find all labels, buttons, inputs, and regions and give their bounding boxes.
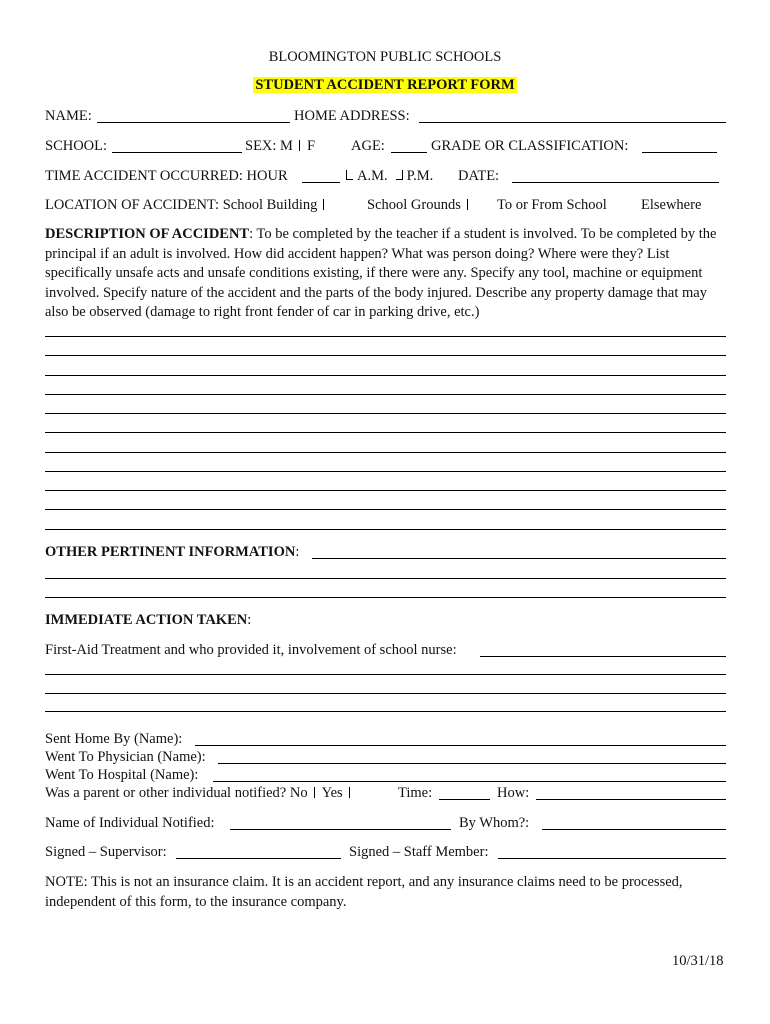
pm-checkbox[interactable] bbox=[396, 170, 403, 180]
name-label: NAME: bbox=[45, 108, 92, 124]
school-grounds-label: School Grounds bbox=[367, 197, 461, 213]
supervisor-signature-label: Signed – Supervisor: bbox=[45, 844, 167, 860]
grade-field[interactable] bbox=[642, 152, 717, 153]
other-info-label bbox=[45, 543, 299, 561]
by-whom-label: By Whom?: bbox=[459, 815, 530, 831]
description-heading: DESCRIPTION OF ACCIDENT bbox=[45, 226, 250, 242]
school-grounds-checkbox[interactable] bbox=[467, 199, 469, 210]
form-title bbox=[0, 76, 770, 94]
parent-yes-checkbox[interactable] bbox=[349, 787, 351, 798]
parent-yes-label: Yes bbox=[321, 785, 343, 801]
age-field[interactable] bbox=[391, 152, 427, 153]
first-aid-line[interactable] bbox=[45, 693, 726, 694]
physician-field[interactable] bbox=[218, 763, 726, 764]
parent-notified-label: Was a parent or other individual notified? No bbox=[45, 785, 308, 801]
home-address-field[interactable] bbox=[419, 122, 726, 123]
other-info-line[interactable] bbox=[312, 558, 726, 559]
first-aid-label: First-Aid Treatment and who provided it, involvement of school nurse: bbox=[45, 642, 457, 658]
sex-m-checkbox[interactable] bbox=[299, 140, 301, 151]
name-field[interactable] bbox=[97, 122, 290, 123]
location-label: LOCATION OF ACCIDENT: bbox=[45, 197, 220, 213]
am-label: A.M. bbox=[357, 168, 388, 184]
sex-f-label: F bbox=[306, 138, 316, 154]
parent-notified-group bbox=[45, 784, 357, 802]
parent-no-checkbox[interactable] bbox=[314, 787, 316, 798]
description-line[interactable] bbox=[45, 490, 726, 491]
location-group bbox=[45, 196, 331, 214]
by-whom-field[interactable] bbox=[542, 829, 726, 830]
school-building-label: School Building bbox=[222, 197, 318, 213]
description-line[interactable] bbox=[45, 375, 726, 376]
immediate-action-label bbox=[45, 611, 251, 629]
immediate-action-colon: : bbox=[247, 612, 252, 628]
revision-date: 10/31/18 bbox=[672, 953, 724, 969]
am-checkbox[interactable] bbox=[346, 170, 353, 180]
sex-label: SEX: M bbox=[245, 138, 293, 154]
hour-field[interactable] bbox=[302, 182, 340, 183]
description-line[interactable] bbox=[45, 413, 726, 414]
description-line[interactable] bbox=[45, 336, 726, 337]
other-info-colon: : bbox=[295, 544, 300, 560]
description-line[interactable] bbox=[45, 394, 726, 395]
school-field[interactable] bbox=[112, 152, 242, 153]
elsewhere-label: Elsewhere bbox=[641, 197, 702, 213]
age-label: AGE: bbox=[351, 138, 385, 154]
ampm-group bbox=[342, 167, 433, 185]
staff-signature-label: Signed – Staff Member: bbox=[349, 844, 489, 860]
insurance-note: NOTE: This is not an insurance claim. It is an accident report, and any insurance claims need to be processed, independent of this form, to the insurance company. bbox=[45, 874, 683, 910]
description-line[interactable] bbox=[45, 529, 726, 530]
date-field[interactable] bbox=[512, 182, 719, 183]
hospital-field[interactable] bbox=[213, 781, 726, 782]
grade-label: GRADE OR CLASSIFICATION: bbox=[431, 138, 629, 154]
description-block bbox=[45, 225, 727, 323]
staff-signature-field[interactable] bbox=[498, 858, 726, 859]
first-aid-line[interactable] bbox=[45, 674, 726, 675]
individual-notified-field[interactable] bbox=[230, 829, 451, 830]
description-line[interactable] bbox=[45, 509, 726, 510]
org-name: BLOOMINGTON PUBLIC SCHOOLS bbox=[268, 49, 502, 65]
sent-home-label: Sent Home By (Name): bbox=[45, 731, 183, 747]
hospital-label: Went To Hospital (Name): bbox=[45, 767, 199, 783]
home-address-label: HOME ADDRESS: bbox=[294, 108, 410, 124]
how-field[interactable] bbox=[536, 799, 726, 800]
description-line[interactable] bbox=[45, 432, 726, 433]
pm-label: P.M. bbox=[406, 168, 434, 184]
time-notified-label: Time: bbox=[398, 785, 433, 801]
sex-group bbox=[245, 137, 315, 155]
other-info-heading: OTHER PERTINENT INFORMATION bbox=[45, 544, 296, 560]
physician-label: Went To Physician (Name): bbox=[45, 749, 206, 765]
first-aid-line[interactable] bbox=[480, 656, 726, 657]
school-building-checkbox[interactable] bbox=[323, 199, 325, 210]
form-title-text: STUDENT ACCIDENT REPORT FORM bbox=[255, 77, 515, 93]
time-label: TIME ACCIDENT OCCURRED: HOUR bbox=[45, 168, 288, 184]
immediate-action-heading: IMMEDIATE ACTION TAKEN bbox=[45, 612, 248, 628]
date-label: DATE: bbox=[458, 168, 500, 184]
description-line[interactable] bbox=[45, 355, 726, 356]
description-line[interactable] bbox=[45, 452, 726, 453]
grounds-group bbox=[367, 196, 475, 214]
supervisor-signature-field[interactable] bbox=[176, 858, 341, 859]
how-label: How: bbox=[497, 785, 530, 801]
to-from-school-label: To or From School bbox=[497, 197, 607, 213]
school-label: SCHOOL: bbox=[45, 138, 108, 154]
sent-home-field[interactable] bbox=[195, 745, 726, 746]
individual-notified-label: Name of Individual Notified: bbox=[45, 815, 215, 831]
time-notified-field[interactable] bbox=[439, 799, 490, 800]
description-text: : To be completed by the teacher if a student is involved. To be completed by the principal if an adult is involved. How did accident happen? What was person doing? Where were they? List specifically unsafe acts and unsafe conditions existing, if there were any. Specify any tool, machine or equipment involved. Specify nature of the accident and the parts of the body injured. Describe any property damage that may also be observed (damage to right front fender of car in parking drive, etc.) bbox=[45, 226, 717, 320]
description-line[interactable] bbox=[45, 471, 726, 472]
other-info-line[interactable] bbox=[45, 597, 726, 598]
first-aid-line[interactable] bbox=[45, 711, 726, 712]
other-info-line[interactable] bbox=[45, 578, 726, 579]
